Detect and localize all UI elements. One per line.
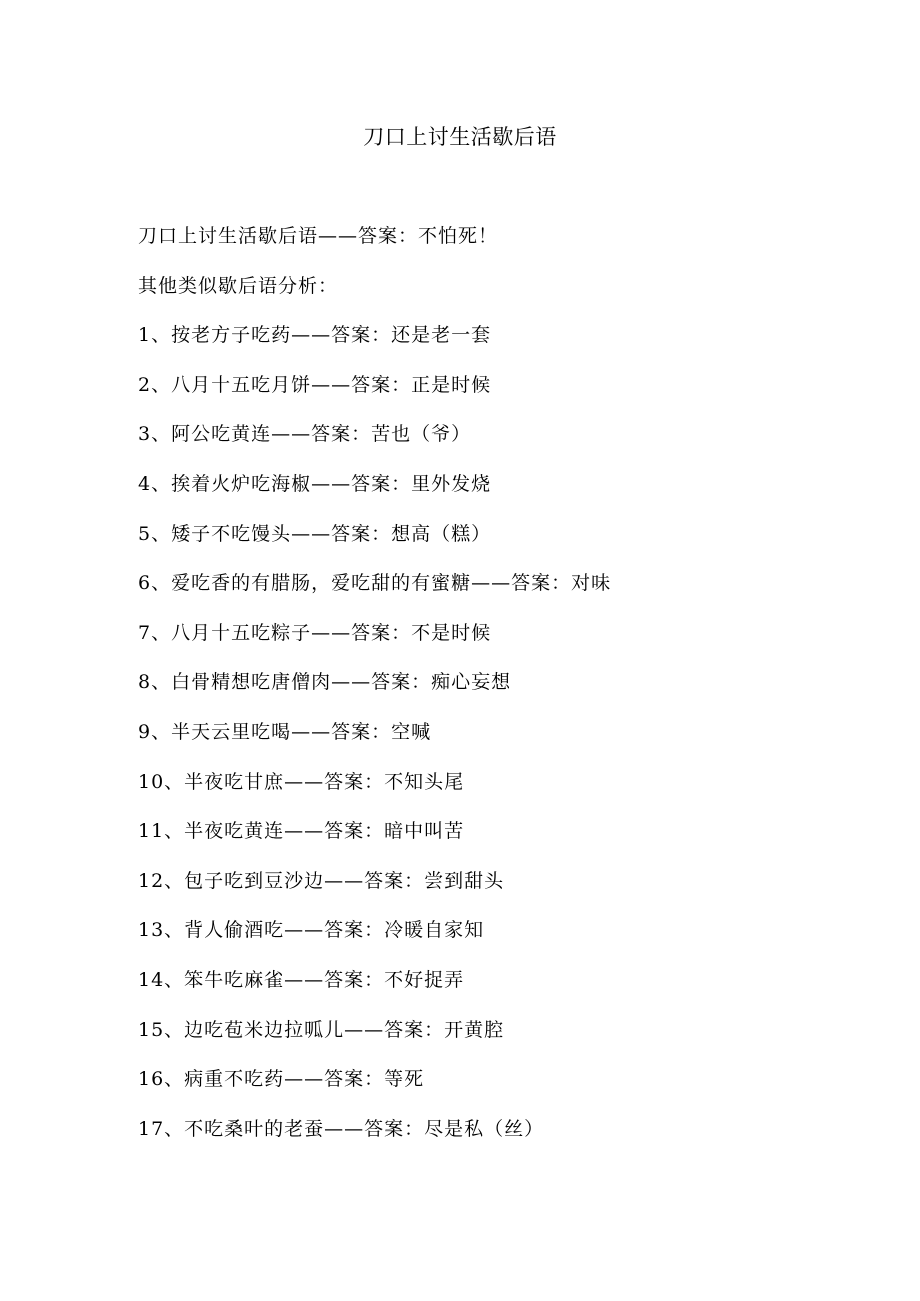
list-item: 1、按老方子吃药——答案：还是老一套 (138, 324, 492, 347)
list-item: 13、背人偷酒吃——答案：冷暖自家知 (138, 919, 485, 942)
list-item: 3、阿公吃黄连——答案：苦也（爷） (138, 423, 472, 446)
list-item: 16、病重不吃药——答案：等死 (138, 1068, 425, 1091)
list-item: 14、笨牛吃麻雀——答案：不好捉弄 (138, 968, 465, 991)
list-item: 2、八月十五吃月饼——答案：正是时候 (138, 373, 492, 396)
list-item: 17、不吃桑叶的老蚕——答案：尽是私（丝） (138, 1117, 545, 1140)
list-item: 12、包子吃到豆沙边——答案：尝到甜头 (138, 869, 505, 892)
subheading-line: 其他类似歇后语分析： (138, 274, 339, 297)
page-title: 刀口上讨生活歇后语 (363, 125, 557, 149)
list-item: 4、挨着火炉吃海椒——答案：里外发烧 (138, 472, 492, 495)
document-body (138, 219, 838, 1161)
list-item: 9、半天云里吃喝——答案：空喊 (138, 720, 432, 743)
list-item: 7、八月十五吃粽子——答案：不是时候 (138, 621, 492, 644)
list-item: 6、爱吃香的有腊肠，爱吃甜的有蜜糖——答案：对味 (138, 572, 612, 595)
list-item: 11、半夜吃黄连——答案：暗中叫苦 (138, 820, 465, 843)
list-item: 10、半夜吃甘庶——答案：不知头尾 (138, 770, 465, 793)
list-item: 8、白骨精想吃唐僧肉——答案：痴心妄想 (138, 671, 512, 694)
list-item: 5、矮子不吃馒头——答案：想高（糕） (138, 522, 492, 545)
intro-line: 刀口上讨生活歇后语——答案：不怕死！ (138, 225, 499, 247)
list-item: 15、边吃苞米边拉呱儿——答案：开黄腔 (138, 1018, 505, 1041)
